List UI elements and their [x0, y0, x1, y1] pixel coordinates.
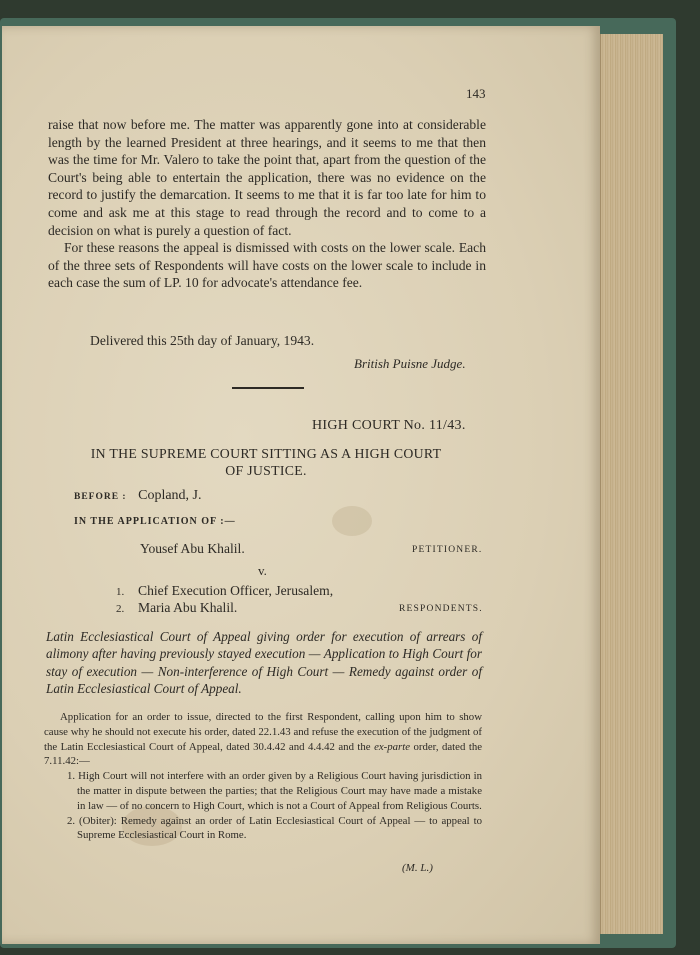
respondent-line: [116, 600, 237, 616]
reporter-initials: (M. L.): [402, 862, 433, 874]
court-title: [52, 445, 480, 479]
respondent-number: 1.: [116, 586, 125, 598]
summary-point: 1. High Court will not interfere with an order given by a Religious Court having jurisdiction in the matter in dispute between the parties; that the Religious Court may have made a mistake in law — of no concern to High Court, which is not a Court of Appeal from Religious Courts.: [67, 770, 482, 812]
case-number: HIGH COURT No. 11/43.: [312, 418, 466, 433]
section-divider: [232, 387, 304, 389]
versus: v.: [258, 563, 267, 578]
case-summary: [44, 710, 482, 843]
respondent-number: 2.: [116, 603, 125, 615]
summary-intro: Application for an order to issue, directed to the first Respondent, calling upon him to show cause why he should not execute his order, dated 22.1.43 and refuse the execution of the judgment of the Latin Ecclesiastical Court of Appeal, dated 30.4.42 and 4.4.42 and the ex-parte order, dated the 7.11.42:—: [44, 711, 483, 768]
petitioner-name: Yousef Abu Khalil.: [140, 541, 245, 556]
judgment-text: [48, 116, 486, 292]
page-number: 143: [466, 86, 486, 101]
court-title-line: OF JUSTICE.: [225, 463, 307, 478]
respondent-name: Maria Abu Khalil.: [138, 600, 238, 615]
respondent-line: [116, 583, 333, 599]
delivered-date: Delivered this 25th day of January, 1943.: [90, 333, 315, 348]
respondent-name: Chief Execution Officer, Jerusalem,: [138, 583, 334, 598]
judgment-paragraph: For these reasons the appeal is dismissed with costs on the lower scale. Each of the three sets of Respondents will have costs on the lower scale to include in each case the sum of LP. 10 for advocate's attendance fee.: [48, 240, 486, 291]
judgment-paragraph: raise that now before me. The matter was apparently gone into at considerable length by the learned President at three hearings, and it seems to me that then was the time for Mr. Valero to take the point that, apart from the question of the Court's being able to entertain the application, there was no evidence on the record to justify the demarcation. It seems to me that it is far too late for him to come and ask me at this stage to read through the record and to come to a decision on what is purely a question of fact.: [48, 117, 486, 238]
summary-point: 2. (Obiter): Remedy against an order of Latin Ecclesiastical Court of Appeal — to appeal to Supreme Ecclesiastical Court in Rome.: [67, 814, 482, 842]
court-title-line: IN THE SUPREME COURT SITTING AS A HIGH COURT: [90, 446, 442, 461]
before-line: [74, 488, 202, 504]
page-edges: [600, 34, 663, 934]
judge-signature: British Puisne Judge.: [354, 356, 466, 371]
petitioner-label: PETITIONER.: [412, 545, 483, 555]
headnote: Latin Ecclesiastical Court of Appeal giving order for execution of arrears of alimony after having previously stayed execution — Application to High Court for stay of execution — Non-interference of High Court — Remedy against order of Latin Ecclesiastical Court of Appeal.: [46, 629, 482, 696]
before-label: BEFORE :: [74, 492, 127, 502]
judge-name: Copland, J.: [138, 488, 202, 503]
application-label: IN THE APPLICATION OF :—: [74, 516, 236, 527]
respondents-label: RESPONDENTS.: [399, 604, 483, 614]
